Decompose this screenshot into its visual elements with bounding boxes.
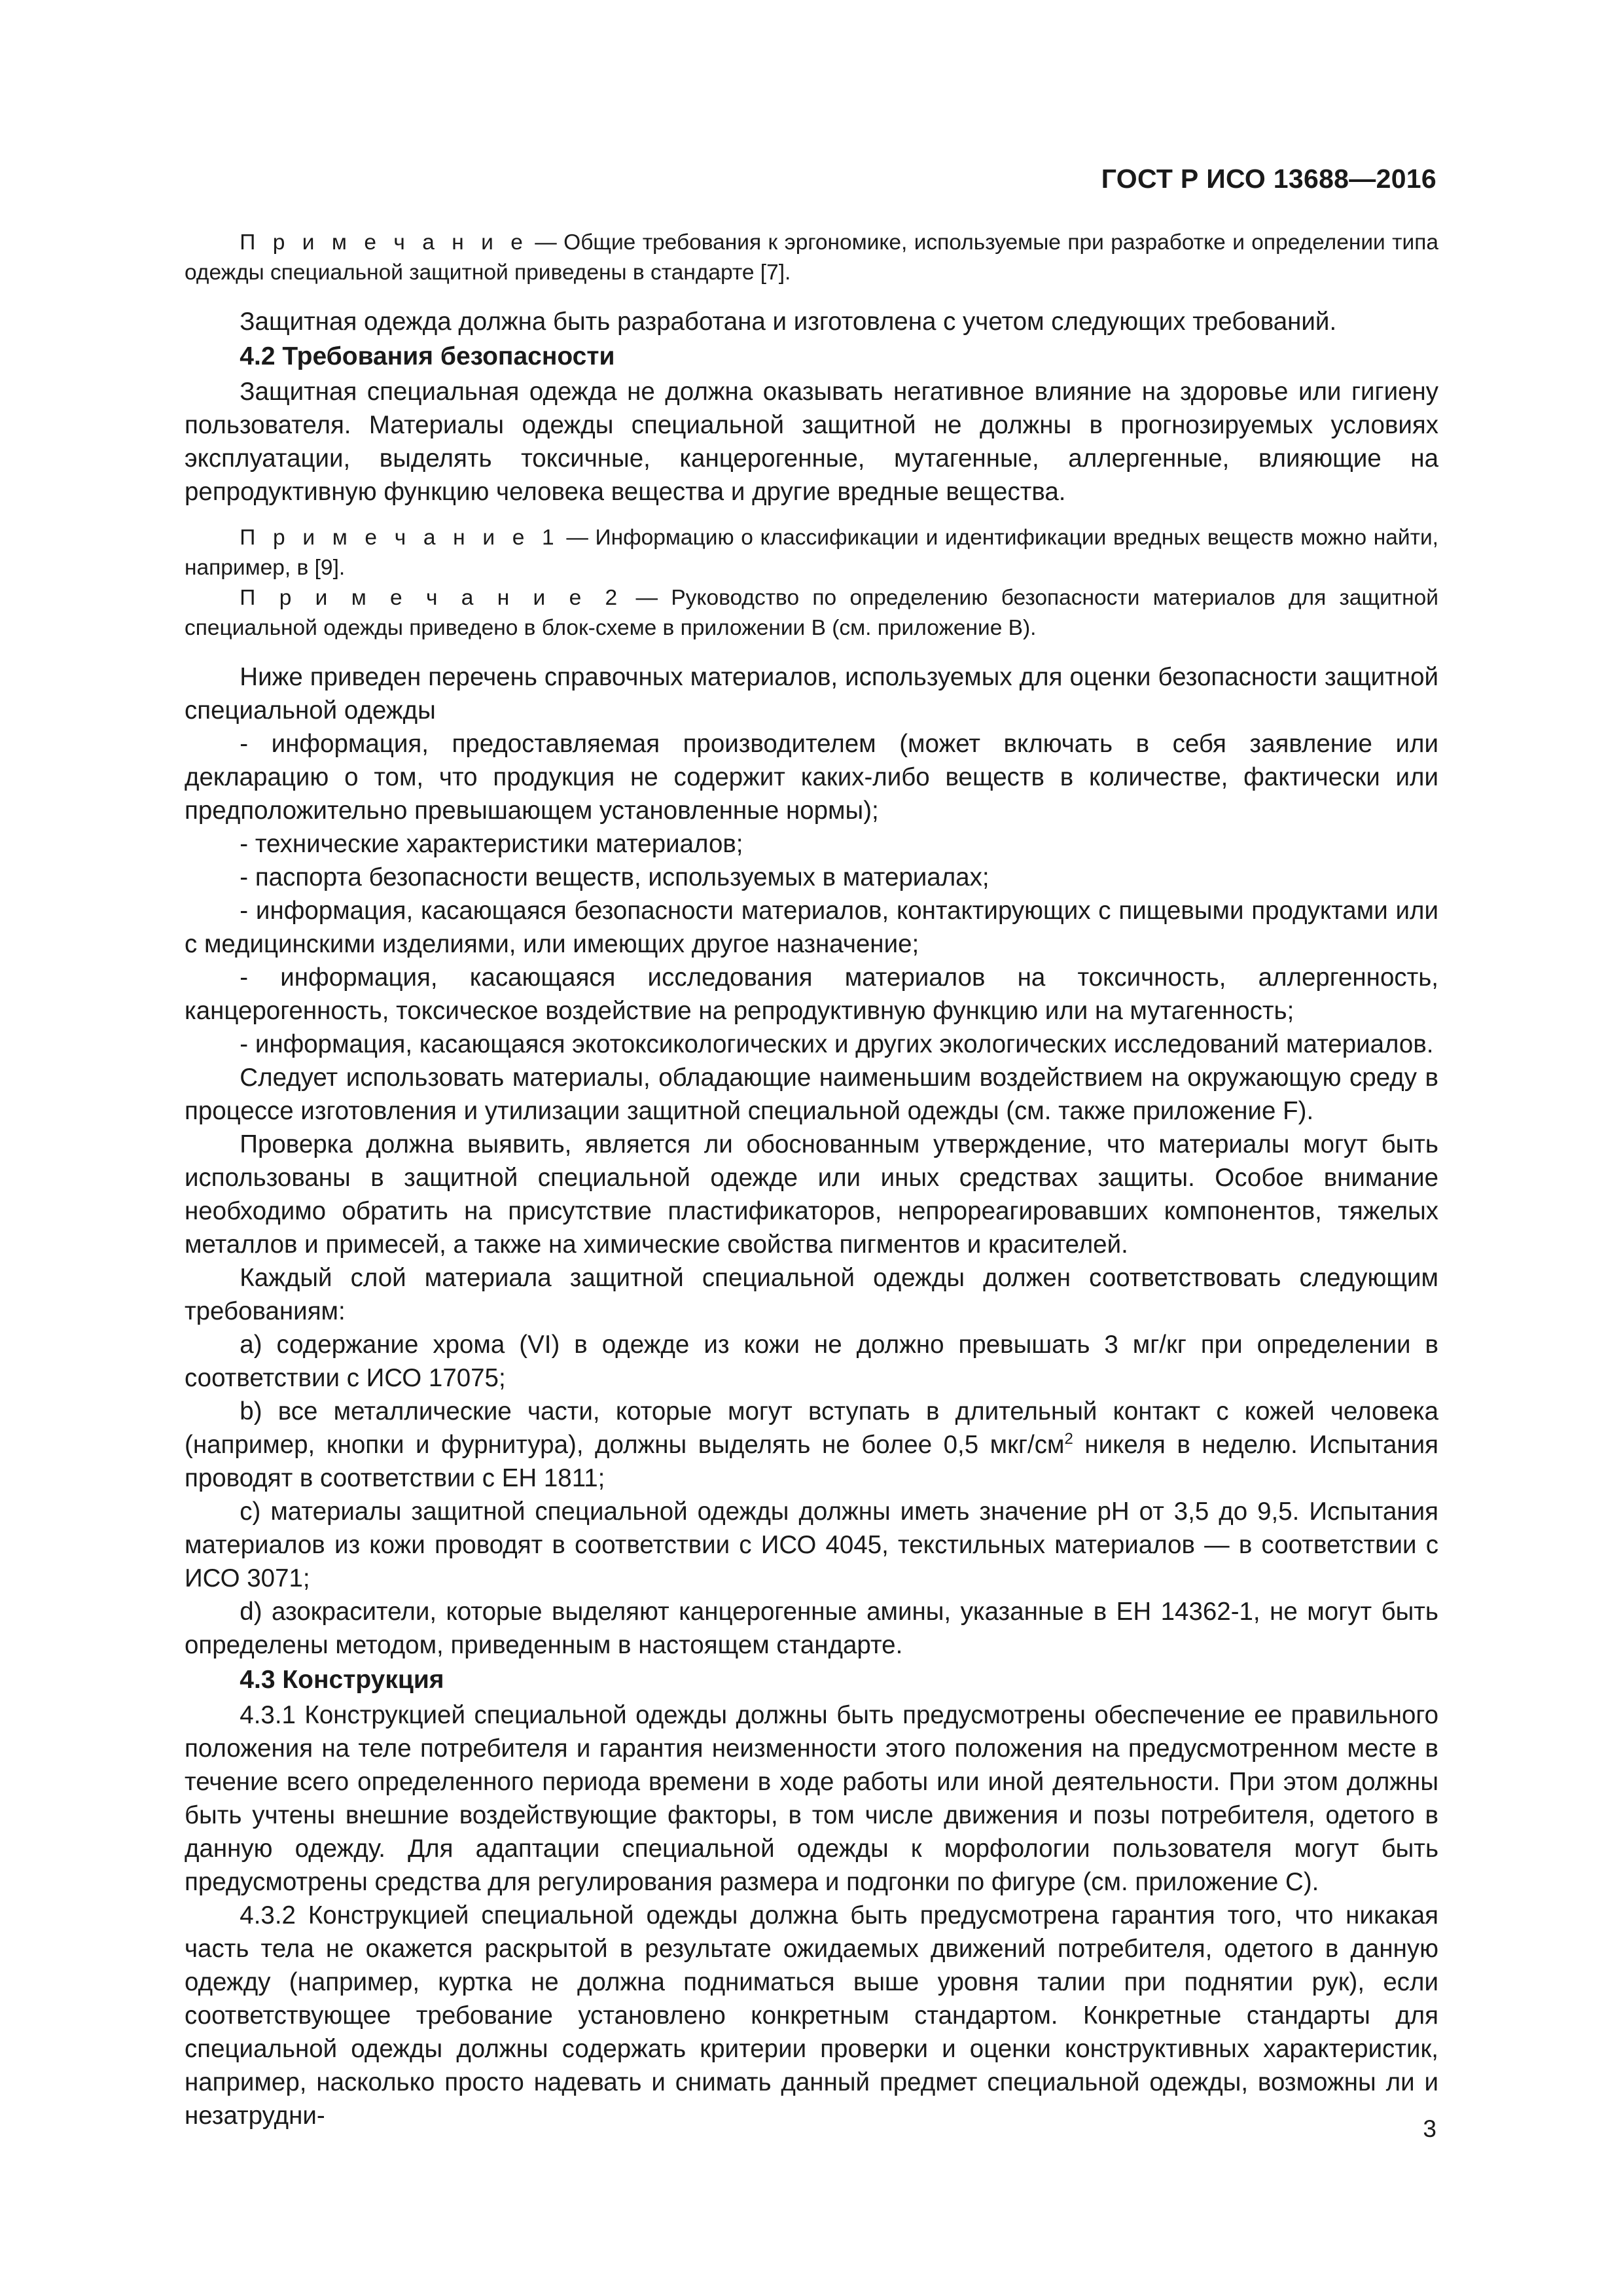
requirement-c: c) материалы защитной специальной одежды должны иметь значение pH от 3,5 до 9,5. Испытания материалов из кожи проводят в соответствии с ИСО 4045, текстильных материалов — в соответствии с ИСО 3071; (185, 1498, 1438, 1592)
note-2 (185, 583, 1438, 643)
list-item: - информация, касающаяся экотоксикологических и других экологических исследований материалов. (240, 1030, 1434, 1058)
requirement-a: a) содержание хрома (VI) в одежде из кожи не должно превышать 3 мг/кг при определении в соответствии с ИСО 17075; (185, 1331, 1438, 1392)
list-item: - информация, предоставляемая производителем (может включать в себя заявление или декларацию о том, что продукция не содержит каких-либо веществ в количестве, фактически или предположительно превышающем установленные нормы); (185, 730, 1438, 825)
requirement-d: d) азокрасители, которые выделяют канцерогенные амины, указанные в ЕН 14362-1, не могут быть определены методом, приведенным в настоящем стандарте. (185, 1598, 1438, 1659)
requirement-b-text-end: никеля в неделю. Испытания проводят в соответствии с ЕН 1811; (185, 1431, 1438, 1492)
requirement-b-text: b) все металлические части, которые могут вступать в длительный контакт с кожей человека (например, кнопки и фурнитура), должны выделять не более 0,5 мкг/см (185, 1397, 1438, 1459)
list-item: - технические характеристики материалов; (240, 830, 743, 858)
note-text: — Информацию о классификации и идентификации вредных веществ можно найти, например, в [9]. (185, 526, 1438, 580)
list-item: - информация, касающаяся безопасности материалов, контактирующих с пищевыми продуктами или с медицинскими изделиями, или имеющих другое назначение; (185, 897, 1438, 958)
paragraph-4-2-1: Защитная специальная одежда не должна оказывать негативное влияние на здоровье или гигиену пользователя. Материалы одежды специальной защитной не должны в прогнозируемых условиях эксплуатации, выделять токсичные, канцерогенные, мутагенные, аллергенные, влияющие на репродуктивную функцию человека вещества и другие вредные вещества. (185, 378, 1438, 506)
list-item: - паспорта безопасности веществ, используемых в материалах; (240, 863, 990, 891)
layer-requirements-paragraph: Каждый слой материала защитной специальной одежды должен соответствовать следующим требованиям: (185, 1264, 1438, 1325)
page-number: 3 (1423, 2115, 1436, 2142)
note-text: — Руководство по определению безопасности материалов для защитной специальной одежды приведено в блок-схеме в приложении В (см. приложение В). (185, 586, 1438, 640)
note-text: — Общие требования к эргономике, используемые при разработке и определении типа одежды специальной защитной приведены в стандарте [7]. (185, 230, 1438, 285)
section-heading-4-3: 4.3 Конструкция (240, 1666, 444, 1694)
note-1 (185, 523, 1438, 583)
check-paragraph: Проверка должна выявить, является ли обоснованным утверждение, что материалы могут быть использованы в защитной специальной одежде или иных средствах защиты. Особое внимание необходимо обратить на присутствие пластификаторов, непрореагировавших компонентов, тяжелых металлов и примесей, а также на химические свойства пигментов и красителей. (185, 1130, 1438, 1259)
note-label: П р и м е ч а н и е 1 (240, 526, 560, 550)
paragraph-4-3-2: 4.3.2 Конструкцией специальной одежды должна быть предусмотрена гарантия того, что никакая часть тела не окажется раскрытой в результате ожидаемых движений потребителя, одетого в данную одежду (например, куртка не должна подниматься выше уровня талии при поднятии рук), если соответствующее требование установлено конкретным стандартом. Конкретные стандарты для специальной одежды должны содержать критерии проверки и оценки конструктивных характеристик, например, насколько просто надевать и снимать данный предмет специальной одежды, возможны ли и незатрудни- (185, 1901, 1438, 2130)
document-body (185, 228, 1438, 2132)
requirement-b (185, 1395, 1438, 1495)
paragraph-4-3-1: 4.3.1 Конструкцией специальной одежды должны быть предусмотрены обеспечение ее правильного положения на теле потребителя и гарантия неизменности этого положения на предусмотренном месте в течение всего определенного периода времени в ходе работы или иной деятельности. При этом должны быть учтены внешние воздействующие факторы, в том числе движения и позы потребителя, одетого в данную одежду. Для адаптации специальной одежды к морфологии пользователя могут быть предусмотрены средства для регулирования размера и подгонки по фигуре (см. приложение С). (185, 1701, 1438, 1896)
section-heading-4-2: 4.2 Требования безопасности (240, 342, 615, 370)
note-label: П р и м е ч а н и е 2 (240, 586, 623, 610)
note-label: П р и м е ч а н и е (240, 230, 528, 255)
note-ergonomics (185, 228, 1438, 288)
superscript: 2 (1064, 1430, 1073, 1448)
environment-paragraph: Следует использовать материалы, обладающие наименьшим воздействием на окружающую среду в процессе изготовления и утилизации защитной специальной одежды (см. также приложение F). (185, 1064, 1438, 1125)
list-intro-paragraph: Ниже приведен перечень справочных материалов, используемых для оценки безопасности защитной специальной одежды (185, 663, 1438, 725)
list-item: - информация, касающаяся исследования материалов на токсичность, аллергенность, канцерогенность, токсическое воздействие на репродуктивную функцию или на мутагенность; (185, 963, 1438, 1025)
document-id-header: ГОСТ Р ИСО 13688—2016 (1101, 164, 1436, 194)
intro-paragraph: Защитная одежда должна быть разработана и изготовлена с учетом следующих требований. (240, 308, 1337, 336)
